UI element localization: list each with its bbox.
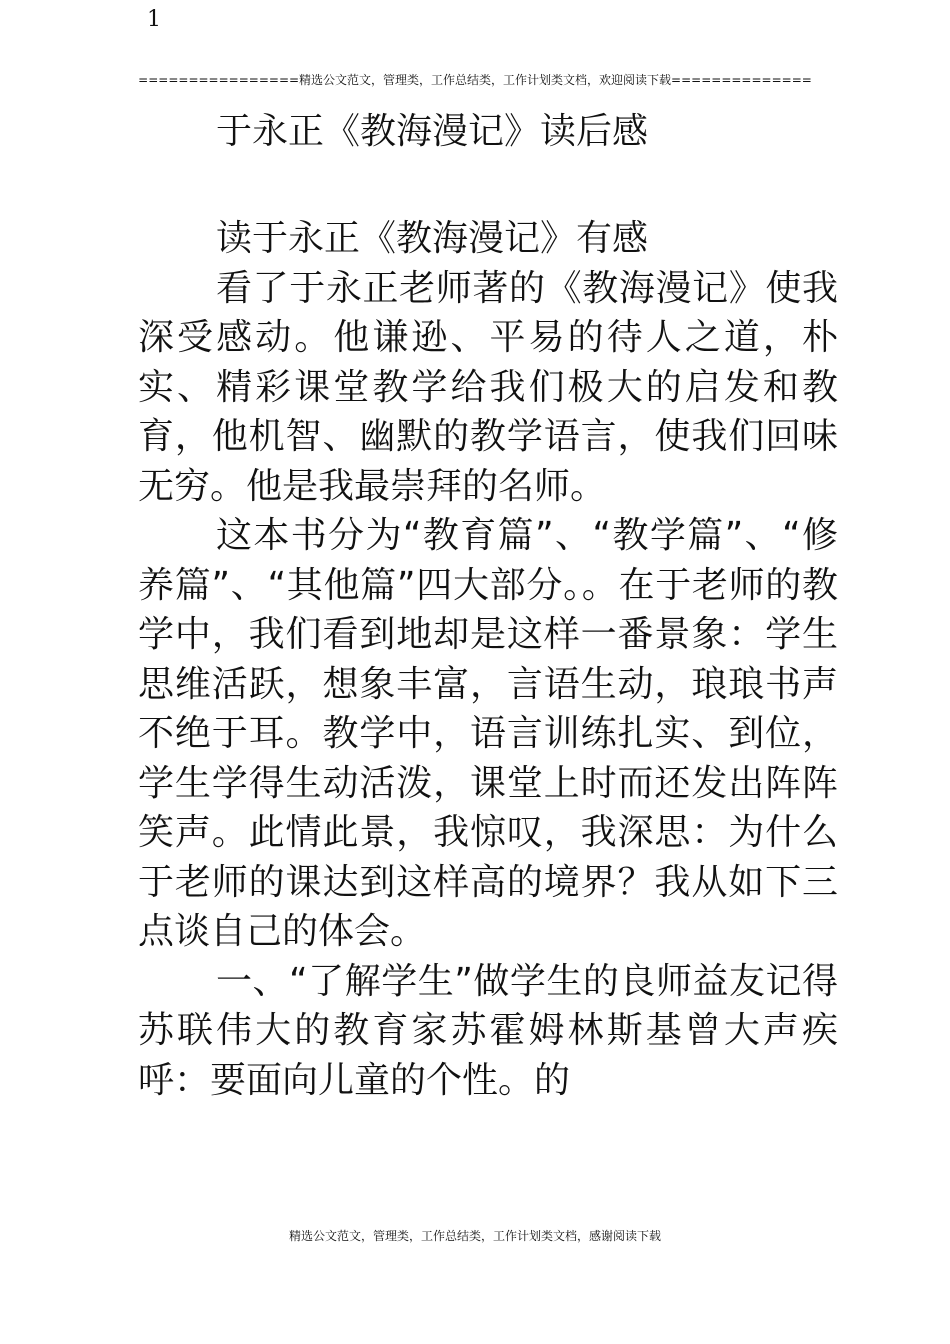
document-body [138, 214, 838, 1105]
subtitle-paragraph: 读于永正《教海漫记》有感 [216, 218, 649, 259]
page-number: 1 [147, 7, 161, 32]
header-banner: ================精选公文范文，管理类，工作总结类，工作计划类文档，欢迎阅读下载============== [138, 73, 812, 87]
body-paragraph: 一、“了解学生”做学生的良师益友记得苏联伟大的教育家苏霍姆林斯基曾大声疾呼：要面向儿童的个性。的 [138, 960, 838, 1101]
footer-banner: 精选公文范文，管理类，工作总结类，工作计划类文档，感谢阅读下载 [288, 1229, 661, 1243]
body-paragraph: 看了于永正老师著的《教海漫记》使我深受感动。他谦逊、平易的待人之道，朴实、精彩课堂教学给我们极大的启发和教育，他机智、幽默的教学语言，使我们回味无穷。他是我最崇拜的名师。 [138, 267, 838, 507]
document-title: 于永正《教海漫记》读后感 [216, 111, 649, 152]
body-paragraph: 这本书分为“教育篇”、“教学篇”、“修养篇”、“其他篇”四大部分。。在于老师的教学中，我们看到地却是这样一番景象：学生思维活跃，想象丰富，言语生动，琅琅书声不绝于耳。教学中，语言训练扎实、到位，学生学得生动活泼，课堂上时而还发出阵阵笑声。此情此景，我惊叹，我深思：为什么于老师的课达到这样高的境界？我从如下三点谈自己的体会。 [138, 515, 838, 952]
